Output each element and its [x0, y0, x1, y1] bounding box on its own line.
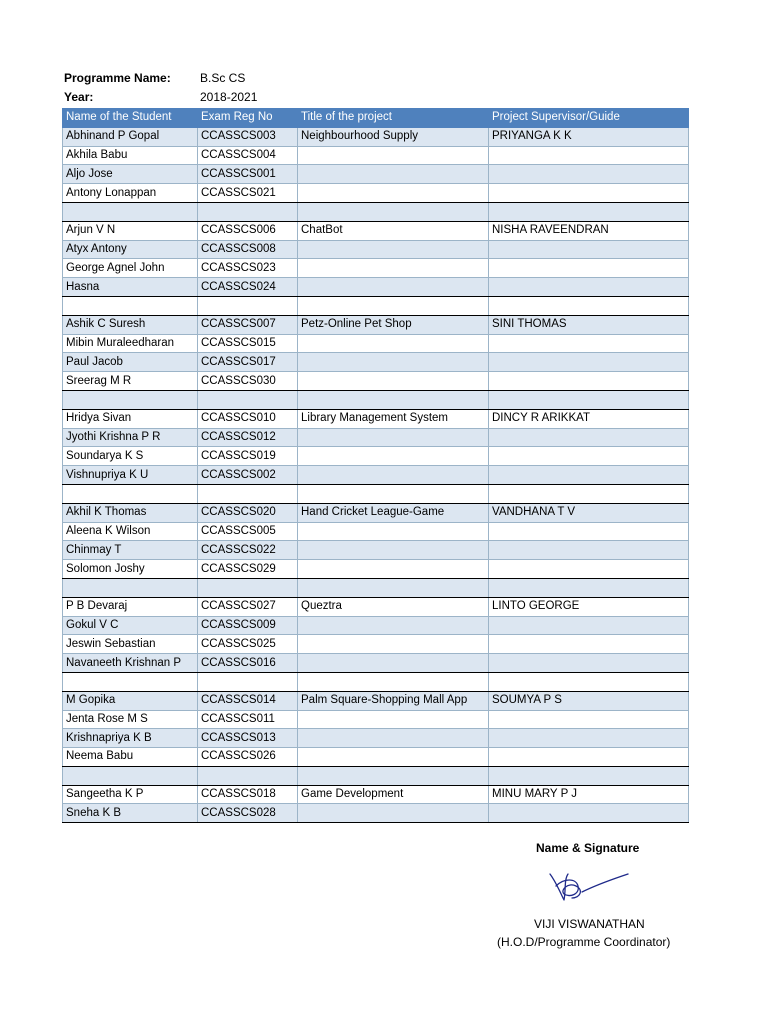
supervisor-cell [489, 353, 689, 372]
project-title-cell [298, 165, 489, 184]
supervisor-cell [489, 447, 689, 466]
project-title-cell [298, 447, 489, 466]
student-name-cell: Ashik C Suresh [63, 315, 198, 334]
exam-reg-no-cell [198, 296, 298, 315]
table-row [63, 560, 689, 579]
project-title-cell [298, 578, 489, 597]
project-title-cell [298, 259, 489, 278]
exam-reg-no-cell: CCASSCS005 [198, 522, 298, 541]
table-header [63, 109, 689, 128]
student-name-cell: Antony Lonappan [63, 184, 198, 203]
supervisor-cell: MINU MARY P J [489, 785, 689, 804]
exam-reg-no-cell: CCASSCS012 [198, 428, 298, 447]
year-value: 2018-2021 [200, 90, 258, 104]
supervisor-cell [489, 560, 689, 579]
exam-reg-no-cell: CCASSCS029 [198, 560, 298, 579]
project-title-cell: Library Management System [298, 409, 489, 428]
table-row [63, 184, 689, 203]
supervisor-cell [489, 372, 689, 391]
table-row [63, 447, 689, 466]
student-name-cell: Krishnapriya K B [63, 729, 198, 748]
exam-reg-no-cell: CCASSCS026 [198, 748, 298, 767]
student-name-cell: Jenta Rose M S [63, 710, 198, 729]
project-title-cell [298, 672, 489, 691]
exam-reg-no-cell [198, 766, 298, 785]
project-title-cell: Palm Square-Shopping Mall App [298, 691, 489, 710]
project-title-cell [298, 804, 489, 823]
student-name-cell [63, 390, 198, 409]
exam-reg-no-cell: CCASSCS018 [198, 785, 298, 804]
column-header-reg-no: Exam Reg No [198, 109, 298, 128]
supervisor-cell [489, 729, 689, 748]
project-title-cell [298, 522, 489, 541]
table-row [63, 503, 689, 522]
table-row [63, 785, 689, 804]
supervisor-cell [489, 278, 689, 297]
supervisor-cell [489, 466, 689, 485]
table-row [63, 804, 689, 823]
student-name-cell: Chinmay T [63, 541, 198, 560]
exam-reg-no-cell: CCASSCS017 [198, 353, 298, 372]
exam-reg-no-cell: CCASSCS030 [198, 372, 298, 391]
project-title-cell: ChatBot [298, 221, 489, 240]
exam-reg-no-cell [198, 578, 298, 597]
student-name-cell: Solomon Joshy [63, 560, 198, 579]
table-row [63, 372, 689, 391]
project-allocation-table [62, 108, 689, 823]
student-name-cell: M Gopika [63, 691, 198, 710]
student-name-cell: Hridya Sivan [63, 409, 198, 428]
supervisor-cell [489, 710, 689, 729]
supervisor-cell: PRIYANGA K K [489, 127, 689, 146]
signature-title: Name & Signature [536, 841, 640, 855]
table-row [63, 409, 689, 428]
student-name-cell: Akhila Babu [63, 146, 198, 165]
exam-reg-no-cell [198, 672, 298, 691]
supervisor-cell: LINTO GEORGE [489, 597, 689, 616]
student-name-cell: Arjun V N [63, 221, 198, 240]
exam-reg-no-cell: CCASSCS004 [198, 146, 298, 165]
signatory-role: (H.O.D/Programme Coordinator) [497, 935, 671, 949]
table-row [63, 710, 689, 729]
student-name-cell: Abhinand P Gopal [63, 127, 198, 146]
project-title-cell [298, 390, 489, 409]
table-body [63, 127, 689, 822]
table-row [63, 729, 689, 748]
table-row [63, 202, 689, 221]
column-header-project-title: Title of the project [298, 109, 489, 128]
exam-reg-no-cell: CCASSCS022 [198, 541, 298, 560]
supervisor-cell [489, 165, 689, 184]
project-title-cell [298, 654, 489, 673]
table-row [63, 541, 689, 560]
exam-reg-no-cell: CCASSCS008 [198, 240, 298, 259]
student-name-cell: P B Devaraj [63, 597, 198, 616]
project-title-cell [298, 635, 489, 654]
table-row [63, 353, 689, 372]
student-name-cell: Neema Babu [63, 748, 198, 767]
student-name-cell: Mibin Muraleedharan [63, 334, 198, 353]
table-row [63, 616, 689, 635]
exam-reg-no-cell: CCASSCS013 [198, 729, 298, 748]
exam-reg-no-cell: CCASSCS021 [198, 184, 298, 203]
supervisor-cell [489, 541, 689, 560]
student-name-cell: Atyx Antony [63, 240, 198, 259]
table-row [63, 127, 689, 146]
table-row [63, 259, 689, 278]
exam-reg-no-cell: CCASSCS027 [198, 597, 298, 616]
table-row [63, 278, 689, 297]
programme-label: Programme Name: [64, 71, 171, 85]
student-name-cell: Aljo Jose [63, 165, 198, 184]
exam-reg-no-cell: CCASSCS028 [198, 804, 298, 823]
table-row [63, 165, 689, 184]
student-name-cell: Soundarya K S [63, 447, 198, 466]
exam-reg-no-cell: CCASSCS007 [198, 315, 298, 334]
supervisor-cell: NISHA RAVEENDRAN [489, 221, 689, 240]
supervisor-cell: DINCY R ARIKKAT [489, 409, 689, 428]
project-title-cell [298, 296, 489, 315]
supervisor-cell [489, 766, 689, 785]
supervisor-cell [489, 202, 689, 221]
exam-reg-no-cell: CCASSCS002 [198, 466, 298, 485]
exam-reg-no-cell: CCASSCS014 [198, 691, 298, 710]
exam-reg-no-cell [198, 484, 298, 503]
student-name-cell: Aleena K Wilson [63, 522, 198, 541]
project-title-cell [298, 334, 489, 353]
supervisor-cell [489, 578, 689, 597]
project-title-cell [298, 146, 489, 165]
project-title-cell [298, 240, 489, 259]
supervisor-cell [489, 390, 689, 409]
table-row [63, 466, 689, 485]
supervisor-cell [489, 804, 689, 823]
table-row [63, 428, 689, 447]
table-row [63, 748, 689, 767]
exam-reg-no-cell [198, 390, 298, 409]
supervisor-cell [489, 654, 689, 673]
project-title-cell [298, 484, 489, 503]
project-title-cell: Petz-Online Pet Shop [298, 315, 489, 334]
student-name-cell: Jeswin Sebastian [63, 635, 198, 654]
table-row [63, 146, 689, 165]
exam-reg-no-cell: CCASSCS003 [198, 127, 298, 146]
student-name-cell [63, 484, 198, 503]
supervisor-cell [489, 672, 689, 691]
exam-reg-no-cell: CCASSCS001 [198, 165, 298, 184]
table-row [63, 390, 689, 409]
student-name-cell [63, 296, 198, 315]
project-title-cell [298, 766, 489, 785]
exam-reg-no-cell: CCASSCS011 [198, 710, 298, 729]
student-name-cell: Navaneeth Krishnan P [63, 654, 198, 673]
table-row [63, 691, 689, 710]
column-header-student: Name of the Student [63, 109, 198, 128]
project-title-cell [298, 748, 489, 767]
supervisor-cell [489, 334, 689, 353]
student-name-cell: Sangeetha K P [63, 785, 198, 804]
student-name-cell: Vishnupriya K U [63, 466, 198, 485]
supervisor-cell [489, 748, 689, 767]
supervisor-cell [489, 146, 689, 165]
supervisor-cell [489, 184, 689, 203]
project-title-cell: Game Development [298, 785, 489, 804]
signatory-name: VIJI VISWANATHAN [534, 917, 645, 931]
student-name-cell: Akhil K Thomas [63, 503, 198, 522]
table-row [63, 597, 689, 616]
table-row [63, 221, 689, 240]
project-title-cell [298, 202, 489, 221]
supervisor-cell [489, 428, 689, 447]
supervisor-cell: SOUMYA P S [489, 691, 689, 710]
project-title-cell: Queztra [298, 597, 489, 616]
project-title-cell [298, 353, 489, 372]
exam-reg-no-cell: CCASSCS025 [198, 635, 298, 654]
handwritten-signature [542, 866, 634, 908]
supervisor-cell: VANDHANA T V [489, 503, 689, 522]
exam-reg-no-cell: CCASSCS010 [198, 409, 298, 428]
project-title-cell [298, 278, 489, 297]
student-name-cell: Gokul V C [63, 616, 198, 635]
exam-reg-no-cell [198, 202, 298, 221]
programme-value: B.Sc CS [200, 71, 246, 85]
supervisor-cell [489, 484, 689, 503]
exam-reg-no-cell: CCASSCS020 [198, 503, 298, 522]
student-name-cell: Hasna [63, 278, 198, 297]
project-title-cell [298, 729, 489, 748]
student-name-cell [63, 578, 198, 597]
table-row [63, 240, 689, 259]
exam-reg-no-cell: CCASSCS006 [198, 221, 298, 240]
student-name-cell [63, 672, 198, 691]
project-title-cell [298, 541, 489, 560]
supervisor-cell [489, 522, 689, 541]
student-name-cell: Sreerag M R [63, 372, 198, 391]
supervisor-cell [489, 296, 689, 315]
supervisor-cell [489, 259, 689, 278]
project-title-cell [298, 466, 489, 485]
exam-reg-no-cell: CCASSCS019 [198, 447, 298, 466]
header-row [63, 109, 689, 128]
exam-reg-no-cell: CCASSCS009 [198, 616, 298, 635]
exam-reg-no-cell: CCASSCS023 [198, 259, 298, 278]
student-name-cell [63, 202, 198, 221]
project-title-cell: Neighbourhood Supply [298, 127, 489, 146]
exam-reg-no-cell: CCASSCS016 [198, 654, 298, 673]
student-name-cell [63, 766, 198, 785]
table-row [63, 484, 689, 503]
table-row [63, 315, 689, 334]
student-name-cell: George Agnel John [63, 259, 198, 278]
supervisor-cell [489, 240, 689, 259]
project-title-cell [298, 372, 489, 391]
table-row [63, 296, 689, 315]
project-title-cell [298, 428, 489, 447]
supervisor-cell [489, 616, 689, 635]
exam-reg-no-cell: CCASSCS015 [198, 334, 298, 353]
student-name-cell: Jyothi Krishna P R [63, 428, 198, 447]
table-row [63, 635, 689, 654]
table-row [63, 654, 689, 673]
table-row [63, 578, 689, 597]
column-header-supervisor: Project Supervisor/Guide [489, 109, 689, 128]
exam-reg-no-cell: CCASSCS024 [198, 278, 298, 297]
year-label: Year: [64, 90, 94, 104]
project-title-cell: Hand Cricket League-Game [298, 503, 489, 522]
project-title-cell [298, 616, 489, 635]
table-row [63, 522, 689, 541]
student-name-cell: Paul Jacob [63, 353, 198, 372]
project-title-cell [298, 184, 489, 203]
supervisor-cell: SINI THOMAS [489, 315, 689, 334]
supervisor-cell [489, 635, 689, 654]
project-title-cell [298, 560, 489, 579]
student-name-cell: Sneha K B [63, 804, 198, 823]
table-row [63, 766, 689, 785]
project-title-cell [298, 710, 489, 729]
table-row [63, 334, 689, 353]
table-row [63, 672, 689, 691]
